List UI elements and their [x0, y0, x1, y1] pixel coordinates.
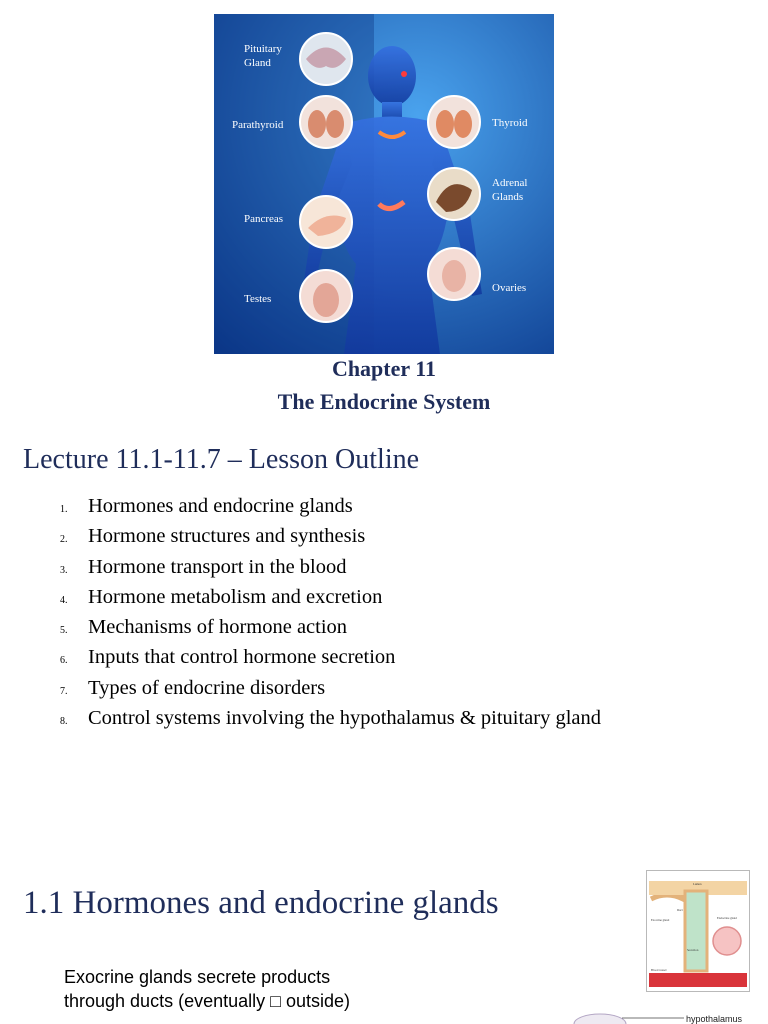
list-item-text: Types of endocrine disorders	[88, 676, 326, 699]
thumb-label-exocrine: Exocrine gland	[651, 918, 670, 922]
thumb-label-blood-vessel: Blood vessel	[651, 968, 667, 972]
list-item-text: Hormone metabolism and excretion	[88, 585, 383, 608]
list-item	[60, 707, 601, 737]
pituitary-gland-icon	[300, 33, 352, 85]
list-item-number: 5.	[60, 625, 68, 637]
list-item-text: Control systems involving the hypothalamus & pituitary gland	[88, 707, 602, 730]
list-item	[60, 586, 601, 616]
list-item-number: 8.	[60, 716, 68, 728]
parathyroid-gland-icon	[300, 96, 352, 148]
list-item-text: Hormone transport in the blood	[88, 555, 347, 578]
thumb-label-duct: Duct	[677, 908, 683, 912]
list-item	[60, 495, 601, 525]
thyroid-gland-icon	[428, 96, 480, 148]
testes-icon	[300, 270, 352, 322]
list-item	[60, 556, 601, 586]
list-item	[60, 646, 601, 676]
label-parathyroid: Parathyroid	[232, 119, 284, 131]
exocrine-text-line-1: Exocrine glands secrete products	[64, 967, 331, 987]
label-testes: Testes	[244, 293, 272, 305]
label-ovaries: Ovaries	[492, 282, 527, 294]
lecture-heading: Lecture 11.1-11.7 – Lesson Outline	[23, 444, 420, 475]
section-heading: 1.1 Hormones and endocrine glands	[23, 885, 499, 921]
blood-vessel-shape	[649, 973, 747, 987]
list-item-number: 6.	[60, 655, 68, 667]
label-pituitary-1: Pituitary	[244, 43, 282, 55]
exocrine-description	[64, 965, 484, 1013]
exocrine-text-line-2: through ducts (eventually □ outside)	[64, 991, 351, 1011]
gland-diagram-thumbnail	[646, 870, 750, 992]
thumb-label-lumen: Lumen	[693, 882, 702, 886]
label-adrenal-2: Glands	[492, 191, 524, 203]
exocrine-gland-shape	[685, 891, 707, 971]
lesson-outline-list	[60, 495, 601, 737]
list-item-number: 7.	[60, 685, 68, 697]
pancreas-gland-icon	[300, 196, 352, 248]
list-item-text: Mechanisms of hormone action	[88, 616, 348, 639]
endocrine-gland-shape	[713, 927, 741, 955]
thumb-label-secretion: Secretion	[687, 948, 699, 952]
chapter-number: Chapter 11	[331, 356, 437, 381]
list-item	[60, 525, 601, 555]
label-pancreas: Pancreas	[244, 213, 284, 225]
chapter-title: The Endocrine System	[277, 389, 491, 414]
list-item-text: Hormone structures and synthesis	[88, 525, 366, 548]
thumb-label-endocrine: Endocrine gland	[717, 916, 737, 920]
hypothalamus-label: hypothalamus	[686, 1014, 743, 1024]
adrenal-gland-icon	[428, 168, 480, 220]
list-item	[60, 616, 601, 646]
ovaries-icon	[428, 248, 480, 300]
list-item-number: 2.	[60, 534, 68, 546]
endocrine-figure	[214, 14, 554, 354]
label-thyroid: Thyroid	[492, 117, 528, 129]
list-item-text: Inputs that control hormone secretion	[88, 646, 396, 669]
list-item-number: 4.	[60, 594, 68, 606]
list-item-number: 1.	[60, 504, 68, 515]
list-item-text: Hormones and endocrine glands	[88, 495, 353, 517]
list-item-number: 3.	[60, 564, 68, 576]
label-pituitary-2: Gland	[244, 57, 271, 69]
list-item	[60, 677, 601, 707]
label-adrenal-1: Adrenal	[492, 177, 528, 189]
